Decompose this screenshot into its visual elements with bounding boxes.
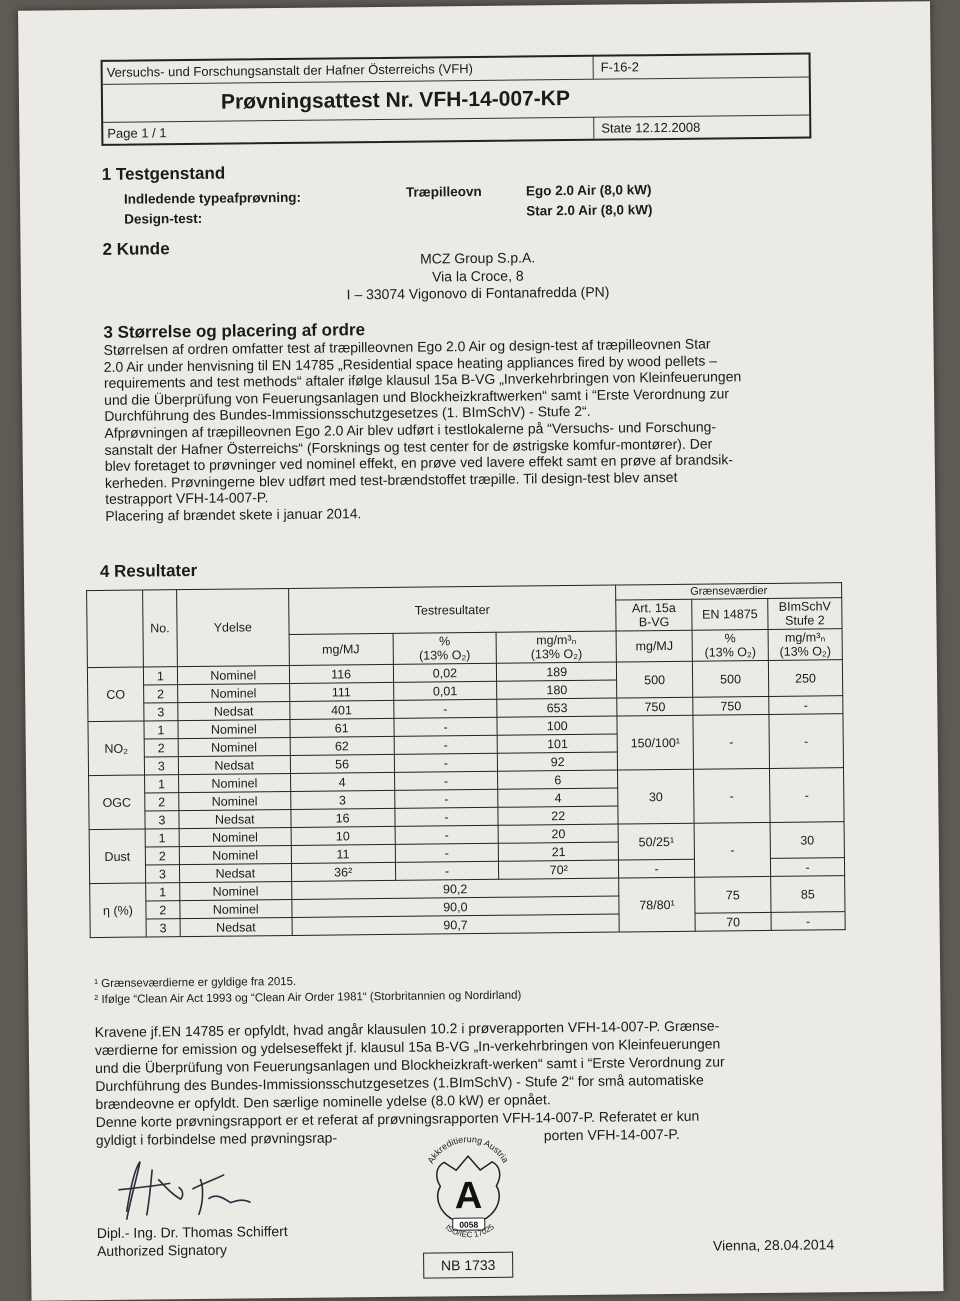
cell-limit: 150/100¹ <box>617 715 693 770</box>
cell-value: - <box>394 807 498 826</box>
conclusion-last-left: gyldigt i forbindelse med prøvningsrap- <box>95 1129 338 1149</box>
form-number: F-16-2 <box>600 59 640 75</box>
appliance-type: Træpilleovn <box>405 183 482 200</box>
cell-no: 2 <box>144 685 178 703</box>
unit-pct: % (13% O₂) <box>393 632 497 664</box>
row-label-no2: NO₂ <box>88 721 144 776</box>
section3-line: kerheden. Prøvningerne blev udført med test-brændstoffet træpille. Til design-test blev anset <box>104 468 678 491</box>
customer-street: Via la Croce, 8 <box>431 266 524 284</box>
cell-value: - <box>395 843 499 862</box>
col-header-no: No. <box>143 590 178 667</box>
document-header <box>101 52 812 145</box>
limit-unit-mgmj: mg/MJ <box>616 630 692 662</box>
section3-line: Størrelsen af ordren omfatter test af træpilleovnen Ego 2.0 Air og design-test af træpilleovnen Star <box>103 335 711 358</box>
cell-limit: 70 <box>695 912 771 931</box>
cell-mode: Nominel <box>178 773 290 792</box>
conclusion-line: Denne korte prøvningsrapport er et referat af prøvningsrapporten VFH-14-007-P. Referatet er kun <box>95 1107 700 1131</box>
cell-mode: Nominel <box>180 881 292 900</box>
cell-value: 111 <box>289 682 393 701</box>
footnotes <box>94 972 521 1008</box>
cell-value: 101 <box>497 734 617 753</box>
model-star: Star 2.0 Air (8,0 kW) <box>526 202 653 219</box>
accreditation-stamp-icon <box>410 1126 527 1251</box>
col-header-art15a: Art. 15a B-VG <box>616 599 692 631</box>
cell-value: - <box>394 735 498 754</box>
cell-value: 90,2 <box>291 878 619 899</box>
stamp-arc-text: Akkreditierung Austria <box>425 1134 511 1166</box>
conclusion-line: værdierne for emission og ydelseseffekt jf. klausul 15a B-VG „In-verkehrbringen von Kleinfeuerungen <box>94 1035 721 1059</box>
cell-no: 2 <box>145 793 179 811</box>
cell-value: 3 <box>290 790 394 809</box>
cell-no: 1 <box>146 883 180 901</box>
section3-heading: 3 Størrelse og placering af ordre <box>103 320 366 342</box>
cell-mode: Nedsat <box>179 809 291 828</box>
stamp-number: 0058 <box>459 1219 479 1230</box>
row-label-dust: Dust <box>89 829 145 884</box>
cell-no: 3 <box>145 811 179 829</box>
cell-mode: Nedsat <box>178 755 290 774</box>
section1-label-type-test: Indledende typeafprøvning: <box>123 189 302 207</box>
cell-limit: - <box>771 912 845 931</box>
section3-line: und die Überprüfung von Feuerungsanlagen und Blockheizkraftwerken“ samt i “Erste Verordnung zur <box>104 385 730 408</box>
document-page <box>18 1 943 1300</box>
stamp-iso-text: ISO/IEC 17025 <box>443 1222 496 1240</box>
conclusion-line: brændeovne er opfyldt. Den særlige nominelle ydelse (8.0 kW) er opnået. <box>95 1091 551 1113</box>
cell-value: 6 <box>498 770 618 789</box>
section3-line: Afprøvningen af træpilleovnen Ego 2.0 Air blev udført i testlokalerne på “Versuchs- und Forschung- <box>104 418 717 441</box>
cell-limit: 78/80¹ <box>619 877 695 932</box>
cell-value: 11 <box>291 844 395 863</box>
cell-value: 0,02 <box>393 663 497 682</box>
cell-limit: 750 <box>617 697 693 716</box>
cell-value: 180 <box>497 680 617 699</box>
signatory-role: Authorized Signatory <box>96 1241 228 1260</box>
cell-limit: - <box>769 696 843 715</box>
col-header-bimschv: BImSchV Stufe 2 <box>768 598 842 630</box>
cell-mode: Nominel <box>178 737 290 756</box>
cell-limit: 750 <box>693 696 769 715</box>
cell-value: 16 <box>291 808 395 827</box>
cell-no: 2 <box>145 847 179 865</box>
notified-body-number: NB 1733 <box>423 1252 513 1279</box>
cell-limit: 250 <box>768 660 842 697</box>
cell-value: - <box>394 789 498 808</box>
conclusion-last-right: porten VFH-14-007-P. <box>543 1125 680 1144</box>
section1-label-design-test: Design-test: <box>124 210 203 227</box>
row-label-co: CO <box>87 667 143 722</box>
cell-no: 3 <box>145 865 179 883</box>
limit-unit-pct: % (13% O₂) <box>692 629 768 661</box>
cell-limit: - <box>769 714 844 769</box>
cell-limit: - <box>694 822 770 877</box>
conclusion-line: Durchführung des Bundes-Immissionsschutzgesetzes (1.BImSchV) - Stufe 2“ for små automatiske <box>95 1071 704 1095</box>
section3-line: blev foretaget to prøvninger ved nominel effekt, en prøve ved lavere effekt samt en prøve af brandsik- <box>104 451 734 475</box>
section1-heading: 1 Testgenstand <box>101 163 226 184</box>
col-header-graensevaerdier: Grænseværdier <box>616 583 842 600</box>
cell-mode: Nominel <box>177 683 289 702</box>
cell-value: 90,7 <box>292 914 620 935</box>
customer-name: MCZ Group S.p.A. <box>419 249 536 267</box>
cell-value: 401 <box>289 700 393 719</box>
handwritten-signature <box>100 1148 271 1230</box>
document-title: Prøvningsattest Nr. VFH-14-007-KP <box>220 87 571 114</box>
cell-no: 1 <box>143 667 177 685</box>
cell-mode: Nedsat <box>180 917 292 936</box>
cell-value: - <box>395 861 499 880</box>
conclusion-line: Kravene jf.EN 14785 er opfyldt, hvad angår klausulen 10.2 i prøverapporten VFH-14-007-P. Grænse- <box>94 1017 720 1041</box>
cell-value: - <box>395 825 499 844</box>
cell-limit: 30 <box>770 822 844 859</box>
cell-no: 3 <box>144 703 178 721</box>
cell-mode: Nominel <box>180 899 292 918</box>
unit-mgmj: mg/MJ <box>289 633 393 665</box>
cell-value: 116 <box>289 664 393 683</box>
page-number: Page 1 / 1 <box>107 125 167 141</box>
cell-value: 20 <box>498 824 618 843</box>
row-label-ogc: OGC <box>89 775 145 830</box>
cell-limit: - <box>693 714 769 769</box>
conclusion-line: und die Überprüfung von Feuerungsanlagen und Blockheizkraft-werken“ samt i “Erste Verordnung zur <box>95 1053 725 1077</box>
cell-value: 653 <box>497 698 617 717</box>
customer-address <box>303 248 654 304</box>
section3-body <box>103 334 845 524</box>
svg-text:Akkreditierung Austria <box>425 1134 510 1166</box>
cell-value: 21 <box>499 842 619 861</box>
model-ego: Ego 2.0 Air (8,0 kW) <box>525 182 652 199</box>
cell-value: 92 <box>498 752 618 771</box>
cell-value: 4 <box>290 772 394 791</box>
section4-heading: 4 Resultater <box>99 560 198 581</box>
signatory-name: Dipl.- Ing. Dr. Thomas Schiffert <box>96 1223 288 1242</box>
section3-line: Durchführung des Bundes-Immissionsschutzgesetzes (1. BImSchV) - Stufe 2“. <box>104 403 591 425</box>
cell-value: - <box>394 771 498 790</box>
cell-value: 22 <box>498 806 618 825</box>
section2-heading: 2 Kunde <box>102 239 170 259</box>
cell-mode: Nedsat <box>178 701 290 720</box>
cell-mode: Nominel <box>179 845 291 864</box>
cell-mode: Nominel <box>179 827 291 846</box>
cell-value: 10 <box>291 826 395 845</box>
state-date: State 12.12.2008 <box>601 119 701 136</box>
unit-mgm3: mg/m³ₙ (13% O₂) <box>496 631 616 663</box>
cell-limit: 30 <box>618 769 694 824</box>
cell-mode: Nominel <box>179 791 291 810</box>
cell-no: 1 <box>144 721 178 739</box>
section3-line: sanstalt der Hafner Österreichs“ (Forsknings og test center for de østrigske komfur-montører). Der <box>104 435 713 458</box>
signatory <box>97 1222 288 1260</box>
cell-limit: 75 <box>695 876 771 913</box>
cell-value: - <box>394 753 498 772</box>
institute-name: Versuchs- und Forschungsanstalt der Hafner Österreichs (VFH) <box>106 61 474 80</box>
cell-value: 90,0 <box>292 896 620 917</box>
cell-mode: Nedsat <box>179 863 291 882</box>
cell-value: 189 <box>497 662 617 681</box>
cell-limit: - <box>769 768 844 823</box>
results-table <box>86 582 846 938</box>
footnote-2: ² Ifølge “Clean Air Act 1993 og “Clean Air Order 1981“ (Storbritannien og Nordirland) <box>94 989 522 1007</box>
cell-value: 100 <box>497 716 617 735</box>
col-header-en14875: EN 14875 <box>692 598 768 630</box>
cell-value: - <box>393 717 497 736</box>
cell-limit: - <box>770 858 844 877</box>
cell-value: 0,01 <box>393 681 497 700</box>
stamp-letter: A <box>454 1174 483 1218</box>
col-header-testresultater: Testresultater <box>288 585 616 634</box>
cell-value: 56 <box>290 754 394 773</box>
cell-value: 4 <box>498 788 618 807</box>
cell-value: 36² <box>291 862 395 881</box>
section3-line: 2.0 Air under henvisning til EN 14785 „Residential space heating appliances fired by wood pellets – <box>103 352 718 375</box>
row-label-efficiency: η (%) <box>90 883 146 938</box>
cell-limit: - <box>694 768 770 823</box>
section3-line: testrapport VFH-14-007-P. <box>105 489 269 508</box>
limit-unit-mgm3: mg/m³ₙ (13% O₂) <box>768 629 842 661</box>
col-header-ydelse: Ydelse <box>176 588 289 666</box>
cell-no: 1 <box>145 829 179 847</box>
section3-line: Placering af brændet skete i januar 2014. <box>105 505 362 524</box>
cell-limit: 500 <box>617 661 693 698</box>
header-row-bottom <box>103 114 809 144</box>
place-date: Vienna, 28.04.2014 <box>712 1236 835 1254</box>
cell-limit: 500 <box>692 660 768 697</box>
footnote-1: ¹ Grænseværdierne er gyldige fra 2015. <box>94 975 297 991</box>
cell-mode: Nominel <box>177 665 289 684</box>
section3-line: requirements and test methods“ aftaler ifølge klausul 15a B-VG „Inverkehrbringen von Kleinfeuerungen <box>103 368 742 392</box>
cell-value: 61 <box>290 718 394 737</box>
cell-no: 1 <box>144 775 178 793</box>
cell-mode: Nominel <box>178 719 290 738</box>
cell-no: 2 <box>144 739 178 757</box>
cell-no: 2 <box>146 901 180 919</box>
customer-city: I – 33074 Vigonovo di Fontanafredda (PN) <box>346 283 610 303</box>
cell-limit: - <box>619 859 695 878</box>
cell-limit: 85 <box>771 876 845 913</box>
cell-value: 62 <box>290 736 394 755</box>
cell-value: - <box>393 699 497 718</box>
cell-value: 70² <box>499 860 619 879</box>
cell-no: 3 <box>144 757 178 775</box>
cell-limit: 50/25¹ <box>618 823 694 860</box>
cell-no: 3 <box>146 919 180 937</box>
